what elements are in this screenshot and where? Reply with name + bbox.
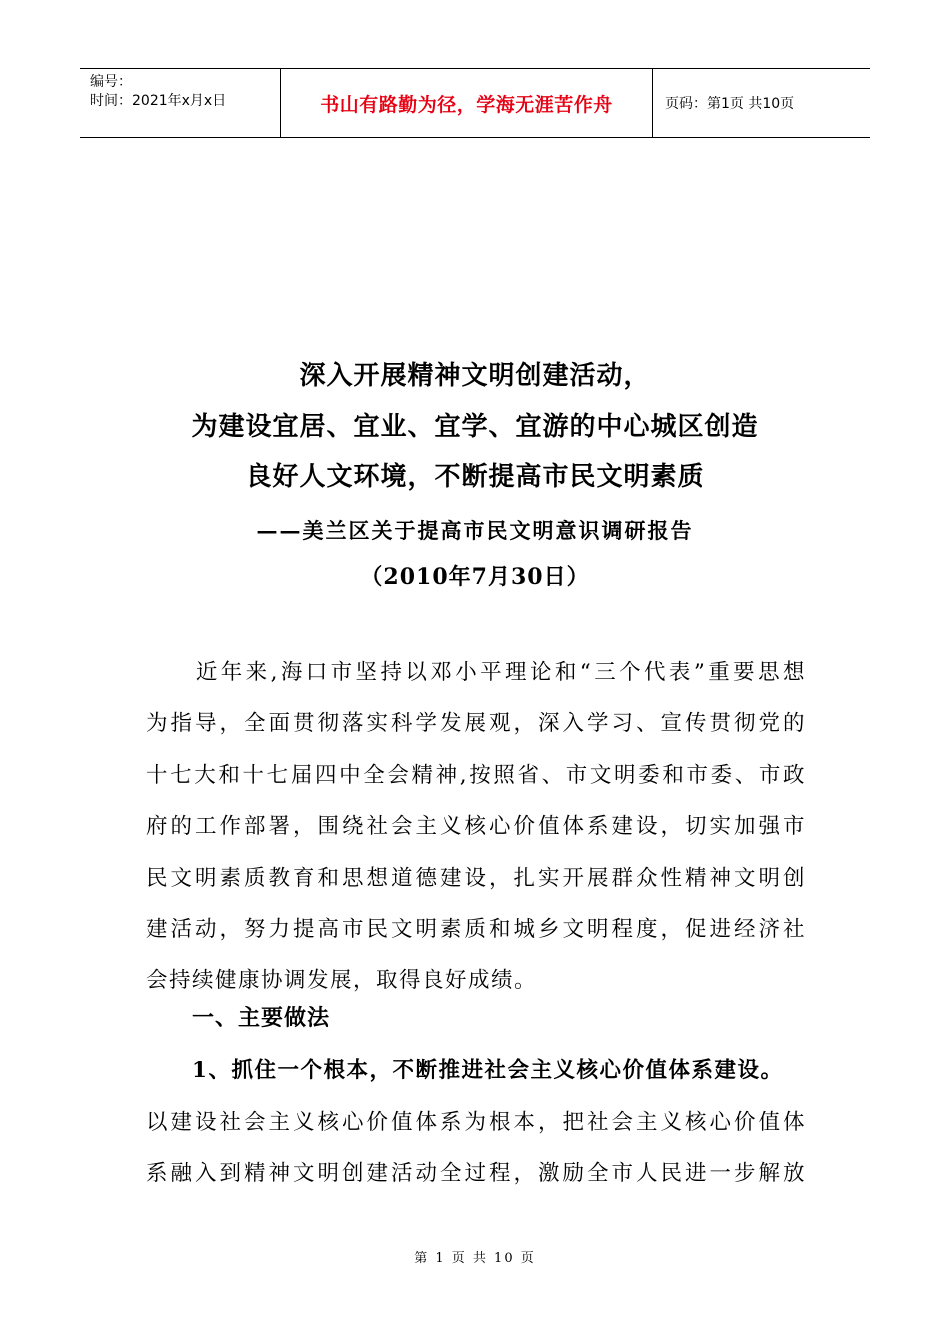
text-line: 系融入到精神文明创建活动全过程，激励全市人民进一步解放 [146,1161,806,1187]
text-line: 近年来,海口市坚持以邓小平理论和“三个代表”重要思想 [146,660,806,685]
header-page-info: 页码：第1页 共10页 [665,96,795,112]
title-line-3: 良好人文环境，不断提高市民文明素质 [245,462,705,492]
text-line: 十七大和十七届四中全会精神,按照省、市文明委和市委、市政 [146,762,806,788]
title-line-2: 为建设宜居、宜业、宜学、宜游的中心城区创造 [191,412,759,442]
report-date: （2010年7月30日） [360,564,590,590]
title-line-1: 深入开展精神文明创建活动， [299,361,651,391]
text-line: 建活动，努力提高市民文明素质和城乡文明程度，促进经济社 [146,916,806,942]
text-line: 民文明素质教育和思想道德建设，扎实开展群众性精神文明创 [146,865,806,891]
document-header [80,68,870,138]
subtitle: ——美兰区关于提高市民文明意识调研报告 [256,518,694,543]
text-line: 府的工作部署，围绕社会主义核心价值体系建设，切实加强市 [146,814,806,840]
header-meta [80,69,281,137]
paragraph-intro [146,647,806,1007]
text-line: 以建设社会主义核心价值体系为根本，把社会主义核心价值体 [146,1110,806,1135]
page-footer: 第 1 页 共 10 页 [414,1251,536,1266]
subsection-heading: 1、抓住一个根本，不断推进社会主义核心价值体系建设。 [192,1058,784,1083]
paragraph-section1 [146,1097,806,1200]
time-label: 时间：2021年x月x日 [90,93,227,109]
text-line: 会持续健康协调发展，取得良好成绩。 [146,968,538,994]
section-heading: 一、主要做法 [192,1006,331,1031]
number-label: 编号： [90,74,132,90]
text-line: 为指导，全面贯彻落实科学发展观，深入学习、宣传贯彻党的 [146,711,806,737]
header-motto: 书山有路勤为径，学海无涯苦作舟 [281,69,653,137]
